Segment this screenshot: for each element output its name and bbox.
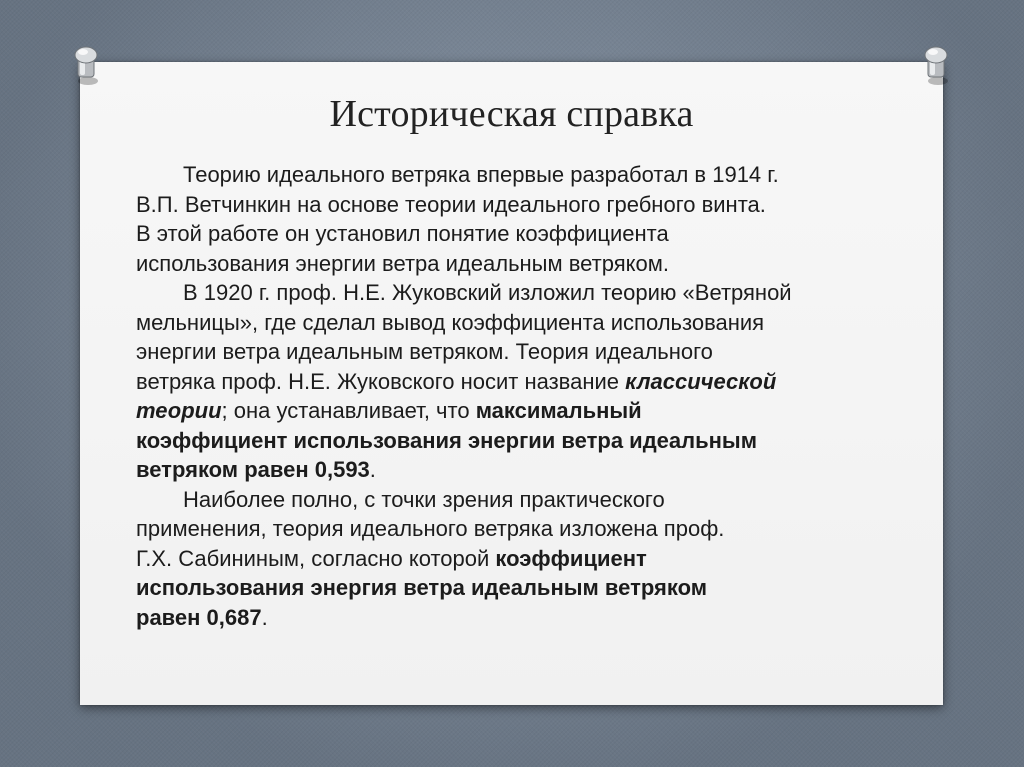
- text-run: .: [369, 457, 376, 482]
- emphasized-text: ветряком равен 0,593: [136, 457, 370, 482]
- text-run: Г.Х. Сабининым, согласно которой: [136, 545, 496, 571]
- text-line: [136, 367, 906, 397]
- text-line: [136, 160, 906, 190]
- emphasized-text: коэффициент: [495, 545, 647, 571]
- text-line: [136, 278, 906, 308]
- paragraph: [136, 278, 906, 485]
- text-run: энергии ветра идеальным ветряком. Теория идеального: [136, 339, 713, 364]
- text-run: применения, теория идеального ветряка изложена проф.: [136, 516, 725, 541]
- text-run: В.П. Ветчинкин на основе теории идеального гребного винта.: [136, 191, 766, 217]
- text-line: [136, 219, 906, 249]
- page-title: Историческая справка: [329, 93, 694, 135]
- text-line: [136, 308, 906, 338]
- text-run: .: [261, 604, 268, 630]
- paragraph: [136, 485, 906, 633]
- emphasized-text: использования энергия ветра идеальным ветряком: [136, 575, 707, 600]
- text-line: [136, 514, 906, 544]
- emphasized-text: коэффициент использования энергии ветра идеальным: [136, 427, 757, 453]
- text-line: [136, 485, 906, 515]
- text-run: В 1920 г. проф. Н.Е. Жуковский изложил теорию «Ветряной: [183, 280, 792, 305]
- pushpin-icon: [922, 43, 950, 87]
- pushpin-icon: [72, 43, 100, 87]
- emphasized-text: максимальный: [475, 398, 642, 423]
- text-run: использования энергии ветра идеальным ветряком.: [136, 250, 669, 276]
- text-line: [136, 190, 906, 220]
- emphasized-text: равен 0,687: [136, 604, 262, 630]
- text-line: [136, 603, 906, 633]
- paragraph: [136, 160, 906, 278]
- text-run: мельницы», где сделал вывод коэффициента использования: [136, 309, 765, 335]
- text-line: [136, 573, 906, 603]
- text-line: [136, 544, 906, 574]
- text-run: ветряка проф. Н.Е. Жуковского носит название: [136, 368, 626, 394]
- emphasized-text: теории: [136, 398, 222, 423]
- text-line: [136, 396, 906, 426]
- text-run: Наиболее полно, с точки зрения практического: [183, 486, 665, 512]
- text-line: [136, 337, 906, 367]
- text-line: [136, 249, 906, 279]
- text-run: ; она устанавливает, что: [221, 398, 476, 423]
- text-line: [136, 455, 906, 485]
- text-run: Теорию идеального ветряка впервые разработал в 1914 г.: [183, 162, 779, 187]
- emphasized-text: классической: [625, 368, 777, 394]
- text-line: [136, 426, 906, 456]
- text-run: В этой работе он установил понятие коэффициента: [136, 221, 669, 246]
- body-text: [136, 160, 906, 632]
